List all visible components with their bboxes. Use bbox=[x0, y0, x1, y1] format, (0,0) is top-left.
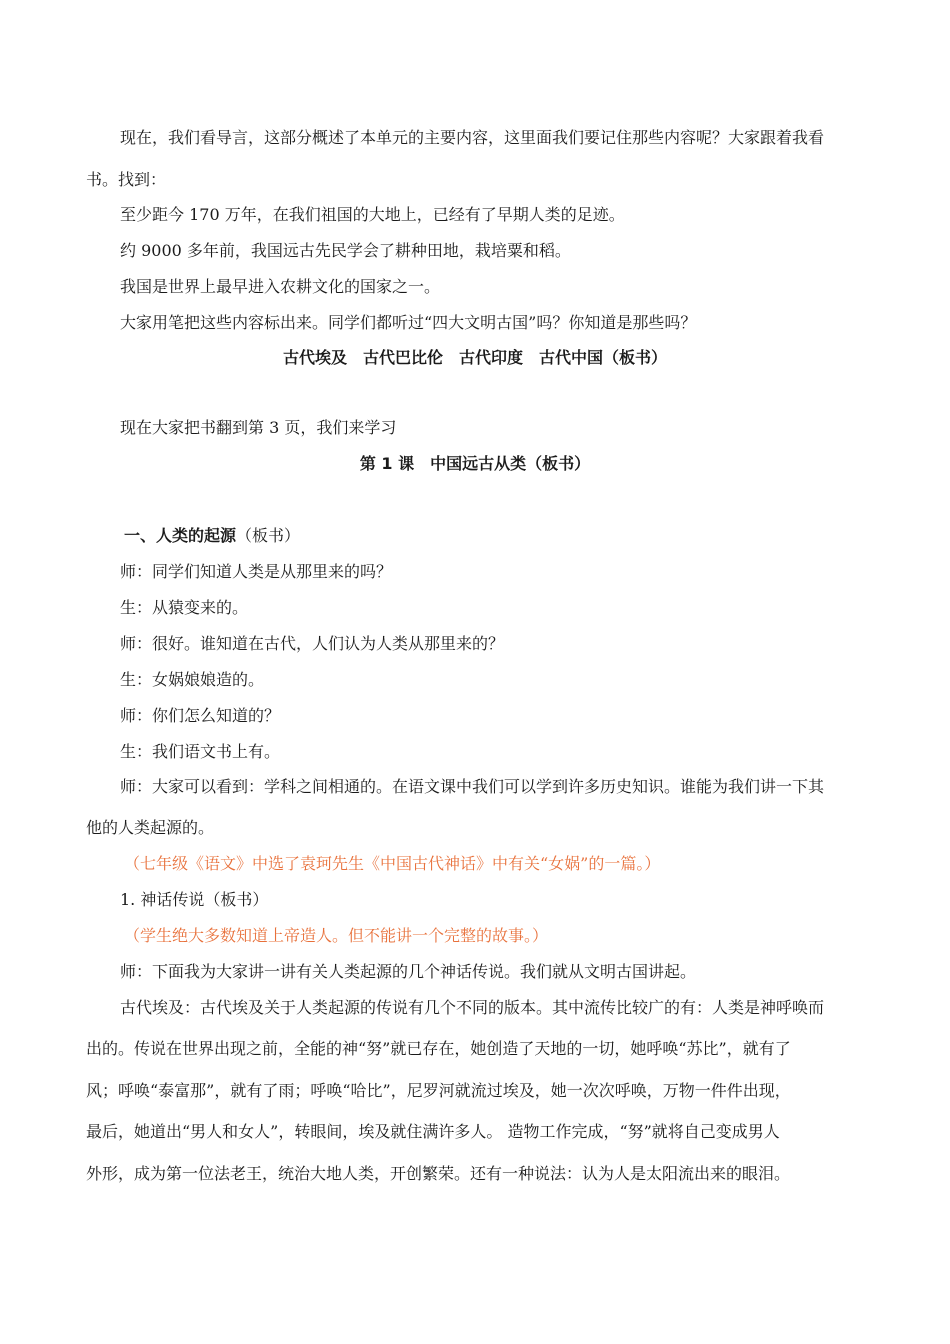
dialogue-line-8: 师：下面我为大家讲一讲有关人类起源的几个神话传说。我们就从文明古国讲起。 bbox=[120, 962, 697, 981]
paragraph-fact-3: 我国是世界上最早进入农耕文化的国家之一。 bbox=[120, 277, 441, 296]
egypt-paragraph-line2: 出的。传说在世界出现之前，全能的神“努”就已存在，她创造了天地的一切，她呼唤“苏比”，就有了 bbox=[86, 1039, 791, 1058]
egypt-paragraph-line4: 最后，她道出“男人和女人”，转眼间，埃及就住满许多人。 造物工作完成，“努”就将自己变成男人 bbox=[86, 1122, 780, 1141]
dialogue-line-6: 生：我们语文书上有。 bbox=[120, 742, 281, 761]
dialogue-line-7b: 他的人类起源的。 bbox=[86, 818, 215, 837]
paragraph-fact-2: 约 9000 多年前，我国远古先民学会了耕种田地，栽培粟和稻。 bbox=[120, 241, 571, 260]
paragraph-fact-1: 至少距今 170 万年，在我们祖国的大地上，已经有了早期人类的足迹。 bbox=[120, 205, 625, 224]
lesson-title: 第 1 课 中国远古从类（板书） bbox=[359, 454, 591, 473]
dialogue-line-2: 生：从猿变来的。 bbox=[120, 598, 249, 617]
dialogue-line-4: 生：女娲娘娘造的。 bbox=[120, 670, 265, 689]
dialogue-line-3: 师：很好。谁知道在古代，人们认为人类从那里来的？ bbox=[120, 634, 505, 653]
egypt-paragraph-line5: 外形，成为第一位法老王，统治大地人类，开创繁荣。还有一种说法：认为人是太阳流出来的眼泪。 bbox=[86, 1164, 791, 1183]
dialogue-line-1: 师：同学们知道人类是从那里来的吗？ bbox=[120, 562, 393, 581]
paragraph-turn-page: 现在大家把书翻到第 3 页，我们来学习 bbox=[120, 418, 397, 437]
section-heading bbox=[124, 526, 950, 546]
paragraph-question: 大家用笔把这些内容标出来。同学们都听过“四大文明古国”吗？你知道是那些吗？ bbox=[120, 313, 697, 332]
subsection-myths: 1. 神话传说（板书） bbox=[120, 890, 269, 909]
paragraph-intro-line2: 书。找到： bbox=[86, 170, 167, 189]
board-four-civilizations: 古代埃及 古代巴比伦 古代印度 古代中国（板书） bbox=[282, 348, 667, 367]
teacher-note-1: （七年级《语文》中选了袁珂先生《中国古代神话》中有关“女娲”的一篇。） bbox=[124, 854, 661, 873]
dialogue-line-7a: 师：大家可以看到：学科之间相通的。在语文课中我们可以学到许多历史知识。谁能为我们讲一下其 bbox=[120, 777, 825, 796]
section-heading-tail: （板书） bbox=[236, 526, 301, 545]
paragraph-intro-line1: 现在，我们看导言，这部分概述了本单元的主要内容，这里面我们要记住那些内容呢？大家跟着我看 bbox=[120, 128, 825, 147]
dialogue-line-5: 师：你们怎么知道的？ bbox=[120, 706, 281, 725]
teacher-note-2: （学生绝大多数知道上帝造人。但不能讲一个完整的故事。） bbox=[124, 926, 549, 945]
egypt-paragraph-line1: 古代埃及：古代埃及关于人类起源的传说有几个不同的版本。其中流传比较广的有：人类是神呼唤而 bbox=[120, 998, 825, 1017]
section-heading-bold: 一、人类的起源 bbox=[124, 526, 237, 545]
egypt-paragraph-line3: 风；呼唤“泰富那”，就有了雨；呼唤“哈比”，尼罗河就流过埃及，她一次次呼唤，万物一件件出现， bbox=[86, 1081, 791, 1100]
